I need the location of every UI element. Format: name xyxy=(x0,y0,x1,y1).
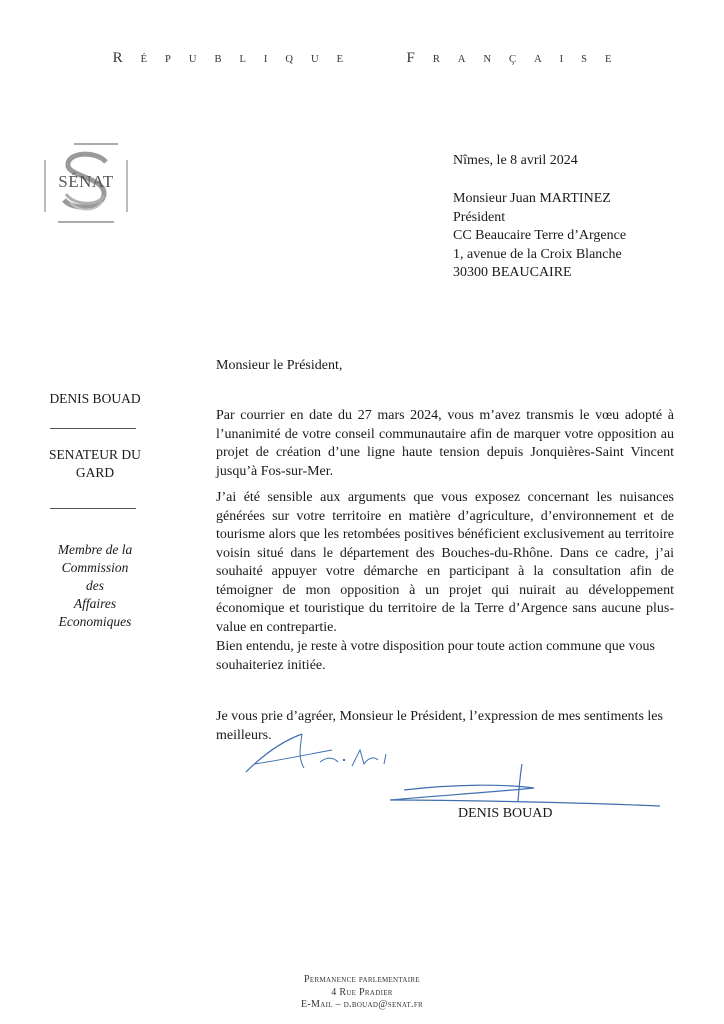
header-letter: L xyxy=(239,54,246,65)
sidebar-commission-membership xyxy=(40,541,150,631)
header-letter: U xyxy=(188,54,197,65)
senat-logo-text: SÉNAT xyxy=(58,172,114,191)
senat-logo xyxy=(44,142,128,224)
header-letter: F xyxy=(406,50,415,66)
header-word-francaise xyxy=(398,50,621,67)
sidebar-membership-line: Commission xyxy=(61,560,129,575)
handwritten-annotation xyxy=(240,728,400,778)
sidebar-divider xyxy=(50,508,136,509)
header-word-republique xyxy=(104,50,352,67)
footer-contact xyxy=(0,974,724,1012)
header-letter: E xyxy=(336,54,343,65)
header-letter: E xyxy=(605,54,612,65)
sidebar-senator-name: DENIS BOUAD xyxy=(49,391,141,406)
sidebar-divider xyxy=(50,428,136,429)
recipient-line: CC Beaucaire Terre d’Argence xyxy=(453,228,627,243)
header-letter: R xyxy=(432,54,440,65)
header-letter: Ç xyxy=(509,54,517,65)
body-paragraph-3 xyxy=(216,638,674,675)
header-letter: I xyxy=(559,54,564,65)
recipient-line: 30300 BEAUCAIRE xyxy=(453,265,572,280)
body-paragraph-1 xyxy=(216,407,674,481)
paragraph-text: J’ai été sensible aux arguments que vous exposez concernant les nuisances générées sur votre territoire en matière d’agriculture, d’environnement et de tourisme alors que les retombées positives bénéficient exclusivement au territoire voisin situé dans le département des Bouches-du-Rhône. Dans ce cadre, j’ai souhaité appuyer votre démarche en participant à la consultation afin de témoigner de mon opposition à un projet qui nuirait au développement économique et touristique du territoire de la Terre d’Argence sans aucune plus-value en contrepartie. xyxy=(216,490,674,635)
recipient-line: Président xyxy=(453,209,506,225)
sidebar-membership-line: des xyxy=(86,578,104,593)
header-letter: É xyxy=(140,54,148,65)
footer-address: 4 Rue Pradier xyxy=(331,986,393,998)
footer-email: E-Mail – d.bouad@senat.fr xyxy=(301,999,423,1010)
header-letter: N xyxy=(483,54,492,65)
header-letter: A xyxy=(534,54,542,65)
paragraph-text: Par courrier en date du 27 mars 2024, vous m’avez transmis le vœu adopté à l’unanimité de votre conseil communautaire afin de marquer votre opposition au projet de création d’une ligne haute tension depuis Jonquières-Saint Vincent jusqu’à Fos-sur-Mer. xyxy=(216,408,674,479)
header-letter: A xyxy=(457,54,466,65)
header-letter: Q xyxy=(285,54,293,65)
header-letter: U xyxy=(310,54,319,65)
date-line: Nîmes, le 8 avril 2024 xyxy=(453,153,578,168)
sidebar-title-line-1: SENATEUR DU xyxy=(49,447,141,462)
sidebar-title-line-2: GARD xyxy=(75,465,115,480)
republique-francaise-header xyxy=(0,50,724,67)
header-letter: S xyxy=(581,54,587,65)
header-letter: R xyxy=(112,50,123,66)
recipient-line: 1, avenue de la Croix Blanche xyxy=(453,246,622,262)
paragraph-text: Je vous prie d’agréer, Monsieur le Président, l’expression de mes sentiments les meilleurs. xyxy=(216,709,663,743)
paragraph-text: Bien entendu, je reste à votre disposition pour toute action commune que vous souhaiteriez initiée. xyxy=(216,639,655,673)
sidebar-membership-line: Affaires xyxy=(73,596,117,611)
sidebar-membership-line: Membre de la xyxy=(57,542,133,557)
footer-office-label: Permanence parlementaire xyxy=(304,974,420,985)
recipient-line: Monsieur Juan MARTINEZ xyxy=(453,191,611,206)
header-letter: P xyxy=(165,54,171,65)
body-paragraph-2 xyxy=(216,489,674,637)
signature xyxy=(384,762,666,810)
sidebar-membership-line: Economiques xyxy=(58,614,132,629)
salutation: Monsieur le Président, xyxy=(216,358,343,373)
header-letter: B xyxy=(214,54,222,65)
signature-name: DENIS BOUAD xyxy=(458,806,553,821)
recipient-address xyxy=(453,190,626,283)
sidebar-senator-title xyxy=(40,446,150,482)
header-letter: I xyxy=(263,54,268,65)
